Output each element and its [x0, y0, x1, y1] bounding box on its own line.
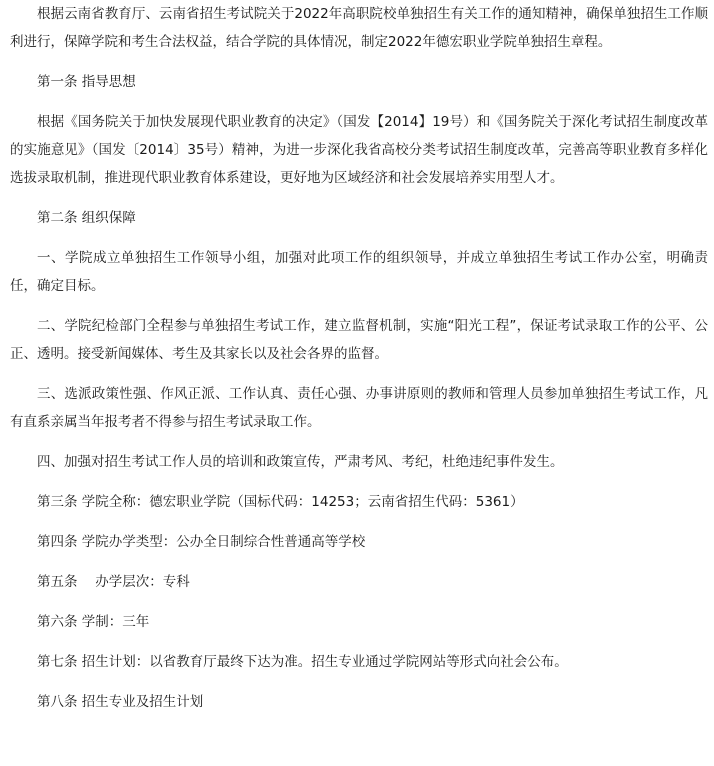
article-3: 第三条 学院全称：德宏职业学院（国标代码：14253；云南省招生代码：5361） [37, 494, 524, 510]
article-2-item-2: 二、学院纪检部门全程参与单独招生考试工作，建立监督机制，实施“阳光工程”，保证考试录取工作的公平、公正、透明。接受新闻媒体、考生及其家长以及社会各界的监督。 [10, 318, 708, 362]
intro-paragraph: 根据云南省教育厅、云南省招生考试院关于2022年高职院校单独招生有关工作的通知精神，确保单独招生工作顺利进行，保障学院和考生合法权益，结合学院的具体情况，制定2022年德宏职业学院单独招生章程。 [10, 6, 708, 50]
article-2-item-3: 三、选派政策性强、作风正派、工作认真、责任心强、办事讲原则的教师和管理人员参加单独招生考试工作，凡有直系亲属当年报考者不得参与招生考试录取工作。 [10, 386, 708, 430]
article-1-body: 根据《国务院关于加快发展现代职业教育的决定》（国发【2014】19号）和《国务院关于深化考试招生制度改革的实施意见》（国发〔2014〕35号）精神，为进一步深化我省高校分类考试招生制度改革，完善高等职业教育多样化选拔录取机制，推进现代职业教育体系建设，更好地为区域经济和社会发展培养实用型人才。 [10, 114, 708, 186]
article-1-heading: 第一条 指导思想 [37, 74, 136, 90]
document-body [10, 0, 708, 716]
article-2-item-1: 一、学院成立单独招生工作领导小组，加强对此项工作的组织领导，并成立单独招生考试工作办公室，明确责任，确定目标。 [10, 250, 708, 294]
article-8-heading: 第八条 招生专业及招生计划 [37, 694, 204, 710]
article-4: 第四条 学院办学类型：公办全日制综合性普通高等学校 [37, 534, 366, 550]
article-7: 第七条 招生计划：以省教育厅最终下达为准。招生专业通过学院网站等形式向社会公布。 [37, 654, 568, 670]
article-5: 第五条 办学层次：专科 [37, 574, 190, 590]
article-2-heading: 第二条 组织保障 [37, 210, 136, 226]
article-2-item-4: 四、加强对招生考试工作人员的培训和政策宣传，严肃考风、考纪，杜绝违纪事件发生。 [37, 454, 564, 470]
article-6: 第六条 学制：三年 [37, 614, 150, 630]
